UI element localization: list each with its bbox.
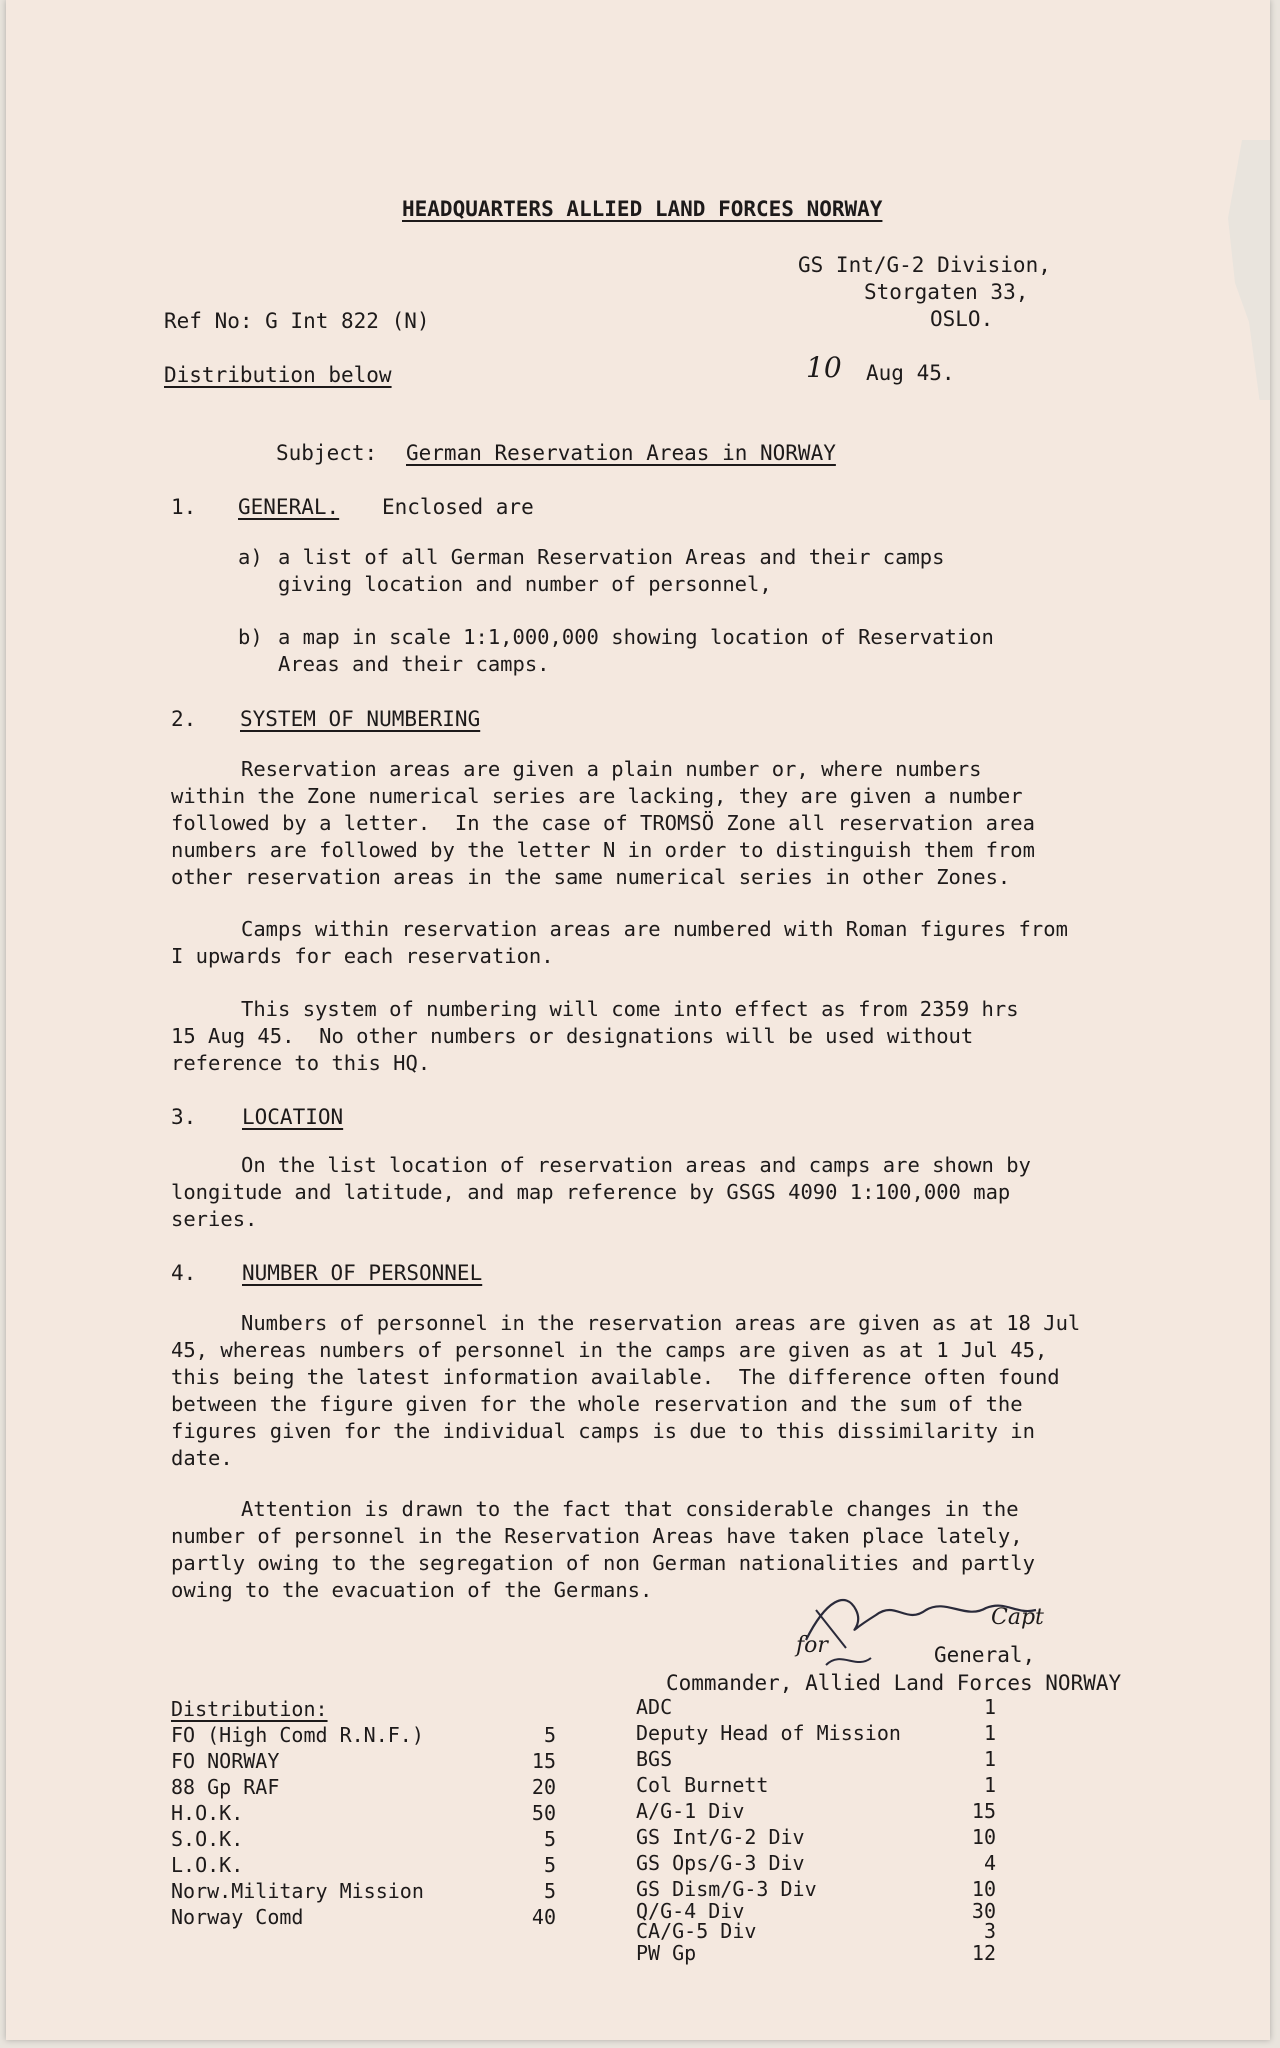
distribution-right-name: GS Dism/G-3 Div [636,1877,817,1901]
section-2-number: 2. [171,707,197,731]
list-item-b-line1: a map in scale 1:1,000,000 showing location of Reservation [278,625,994,649]
distribution-right-name: PW Gp [636,1941,697,1965]
distribution-right-copies: 1 [983,1747,996,1771]
distribution-heading: Distribution: [171,1697,328,1721]
distribution-right-copies: 1 [983,1773,996,1797]
section-1-lead: Enclosed are [382,495,534,519]
distribution-left-copies: 50 [531,1801,556,1825]
distribution-left-name: H.O.K. [171,1801,244,1825]
reference-number: Ref No: G Int 822 (N) [164,309,430,333]
signature-command: Commander, Allied Land Forces NORWAY [666,1671,1122,1695]
section-2-heading: SYSTEM OF NUMBERING [240,707,481,731]
distribution-left-name: FO (High Comd R.N.F.) [171,1723,424,1747]
list-item-b-line2: Areas and their camps. [278,652,550,676]
section-4-heading: NUMBER OF PERSONNEL [242,1261,483,1285]
address-line-1: GS Int/G-2 Division, [798,253,1051,277]
distribution-right-copies: 10 [971,1877,996,1901]
list-label-a: a) [238,545,263,569]
section-3-heading: LOCATION [242,1105,344,1129]
section-2-paragraph-1: Reservation areas are given a plain number or, where numbers within the Zone numerical series are lacking, they are given a number followed by a letter. In the case of TROMSÖ Zone all reservation area numbers are followed by the letter N in order to distinguish them from other reservation areas in the same numerical series in other Zones. [171,757,1035,889]
distribution-left-name: Norway Comd [171,1905,304,1929]
distribution-left-name: 88 Gp RAF [171,1775,280,1799]
distribution-right-name: CA/G-5 Div [636,1919,757,1943]
distribution-right-name: GS Ops/G-3 Div [636,1851,805,1875]
section-1-heading: GENERAL. [238,495,340,519]
distribution-left-name: S.O.K. [171,1827,244,1851]
address-line-3: OSLO. [930,307,994,331]
distribution-right-copies: 12 [971,1941,996,1965]
section-1-number: 1. [171,495,197,519]
distribution-left-name: FO NORWAY [171,1749,280,1773]
distribution-right-copies: 10 [971,1825,996,1849]
distribution-left-copies: 5 [543,1827,556,1851]
distribution-right-copies: 1 [983,1721,996,1745]
letterhead: HEADQUARTERS ALLIED LAND FORCES NORWAY [402,197,883,221]
section-2-paragraph-3: This system of numbering will come into effect as from 2359 hrs 15 Aug 45. No other numbers or designations will be used without reference to this HQ. [171,997,1019,1075]
section-3-number: 3. [171,1105,197,1129]
address-line-2: Storgaten 33, [864,280,1029,304]
list-item-a-line1: a list of all German Reservation Areas and their camps [278,545,945,569]
distribution-left-copies: 40 [531,1905,556,1929]
signature-title: General, [934,1643,1036,1667]
distribution-left-copies: 5 [543,1723,556,1747]
date-text: Aug 45. [866,361,955,385]
section-4-paragraph-1: Numbers of personnel in the reservation areas are given as at 18 Jul 45, whereas numbers of personnel in the camps are given as at 1 Jul 45, this being the latest information available. The difference often found between the figure given for the whole reservation and the sum of the figures given for the individual camps is due to this dissimilarity in date. [171,1311,1081,1470]
subject: German Reservation Areas in NORWAY [406,441,836,465]
distribution-right-name: Col Burnett [636,1773,769,1797]
distribution-note: Distribution below [164,363,392,387]
distribution-left-name: Norw.Military Mission [171,1879,424,1903]
signature-initials: Capt [991,1605,1044,1630]
signature-for: for [796,1633,828,1658]
section-4-paragraph-2: Attention is drawn to the fact that considerable changes in the number of personnel in the Reservation Areas have taken place lately, partly owing to the segregation of non German nationalities and partly owing to the evacuation of the Germans. [171,1497,1035,1602]
distribution-right-name: GS Int/G-2 Div [636,1825,805,1849]
distribution-left-copies: 5 [543,1879,556,1903]
distribution-left-copies: 15 [531,1749,556,1773]
distribution-right-copies: 1 [983,1695,996,1719]
distribution-right-name: BGS [636,1747,673,1771]
list-label-b: b) [238,625,263,649]
distribution-right-name: A/G-1 Div [636,1799,745,1823]
handwritten-day: 10 [806,351,842,384]
document-page [6,0,1270,2040]
distribution-right-copies: 30 [971,1899,996,1923]
subject-label: Subject: [276,441,378,465]
distribution-right-copies: 3 [983,1919,996,1943]
distribution-right-name: Deputy Head of Mission [636,1721,901,1745]
torn-corner [1200,140,1270,400]
distribution-right-copies: 15 [971,1799,996,1823]
distribution-left-name: L.O.K. [171,1853,244,1877]
distribution-right-name: Q/G-4 Div [636,1899,745,1923]
distribution-right-name: ADC [636,1695,673,1719]
distribution-left-copies: 5 [543,1853,556,1877]
distribution-right-copies: 4 [983,1851,996,1875]
list-item-a-line2: giving location and number of personnel, [278,572,772,596]
section-4-number: 4. [171,1261,197,1285]
section-3-paragraph: On the list location of reservation areas and camps are shown by longitude and latitude, and map reference by GSGS 4090 1:100,000 map series. [171,1153,1031,1231]
section-2-paragraph-2: Camps within reservation areas are numbered with Roman figures from I upwards for each reservation. [171,917,1068,968]
distribution-left-copies: 20 [531,1775,556,1799]
